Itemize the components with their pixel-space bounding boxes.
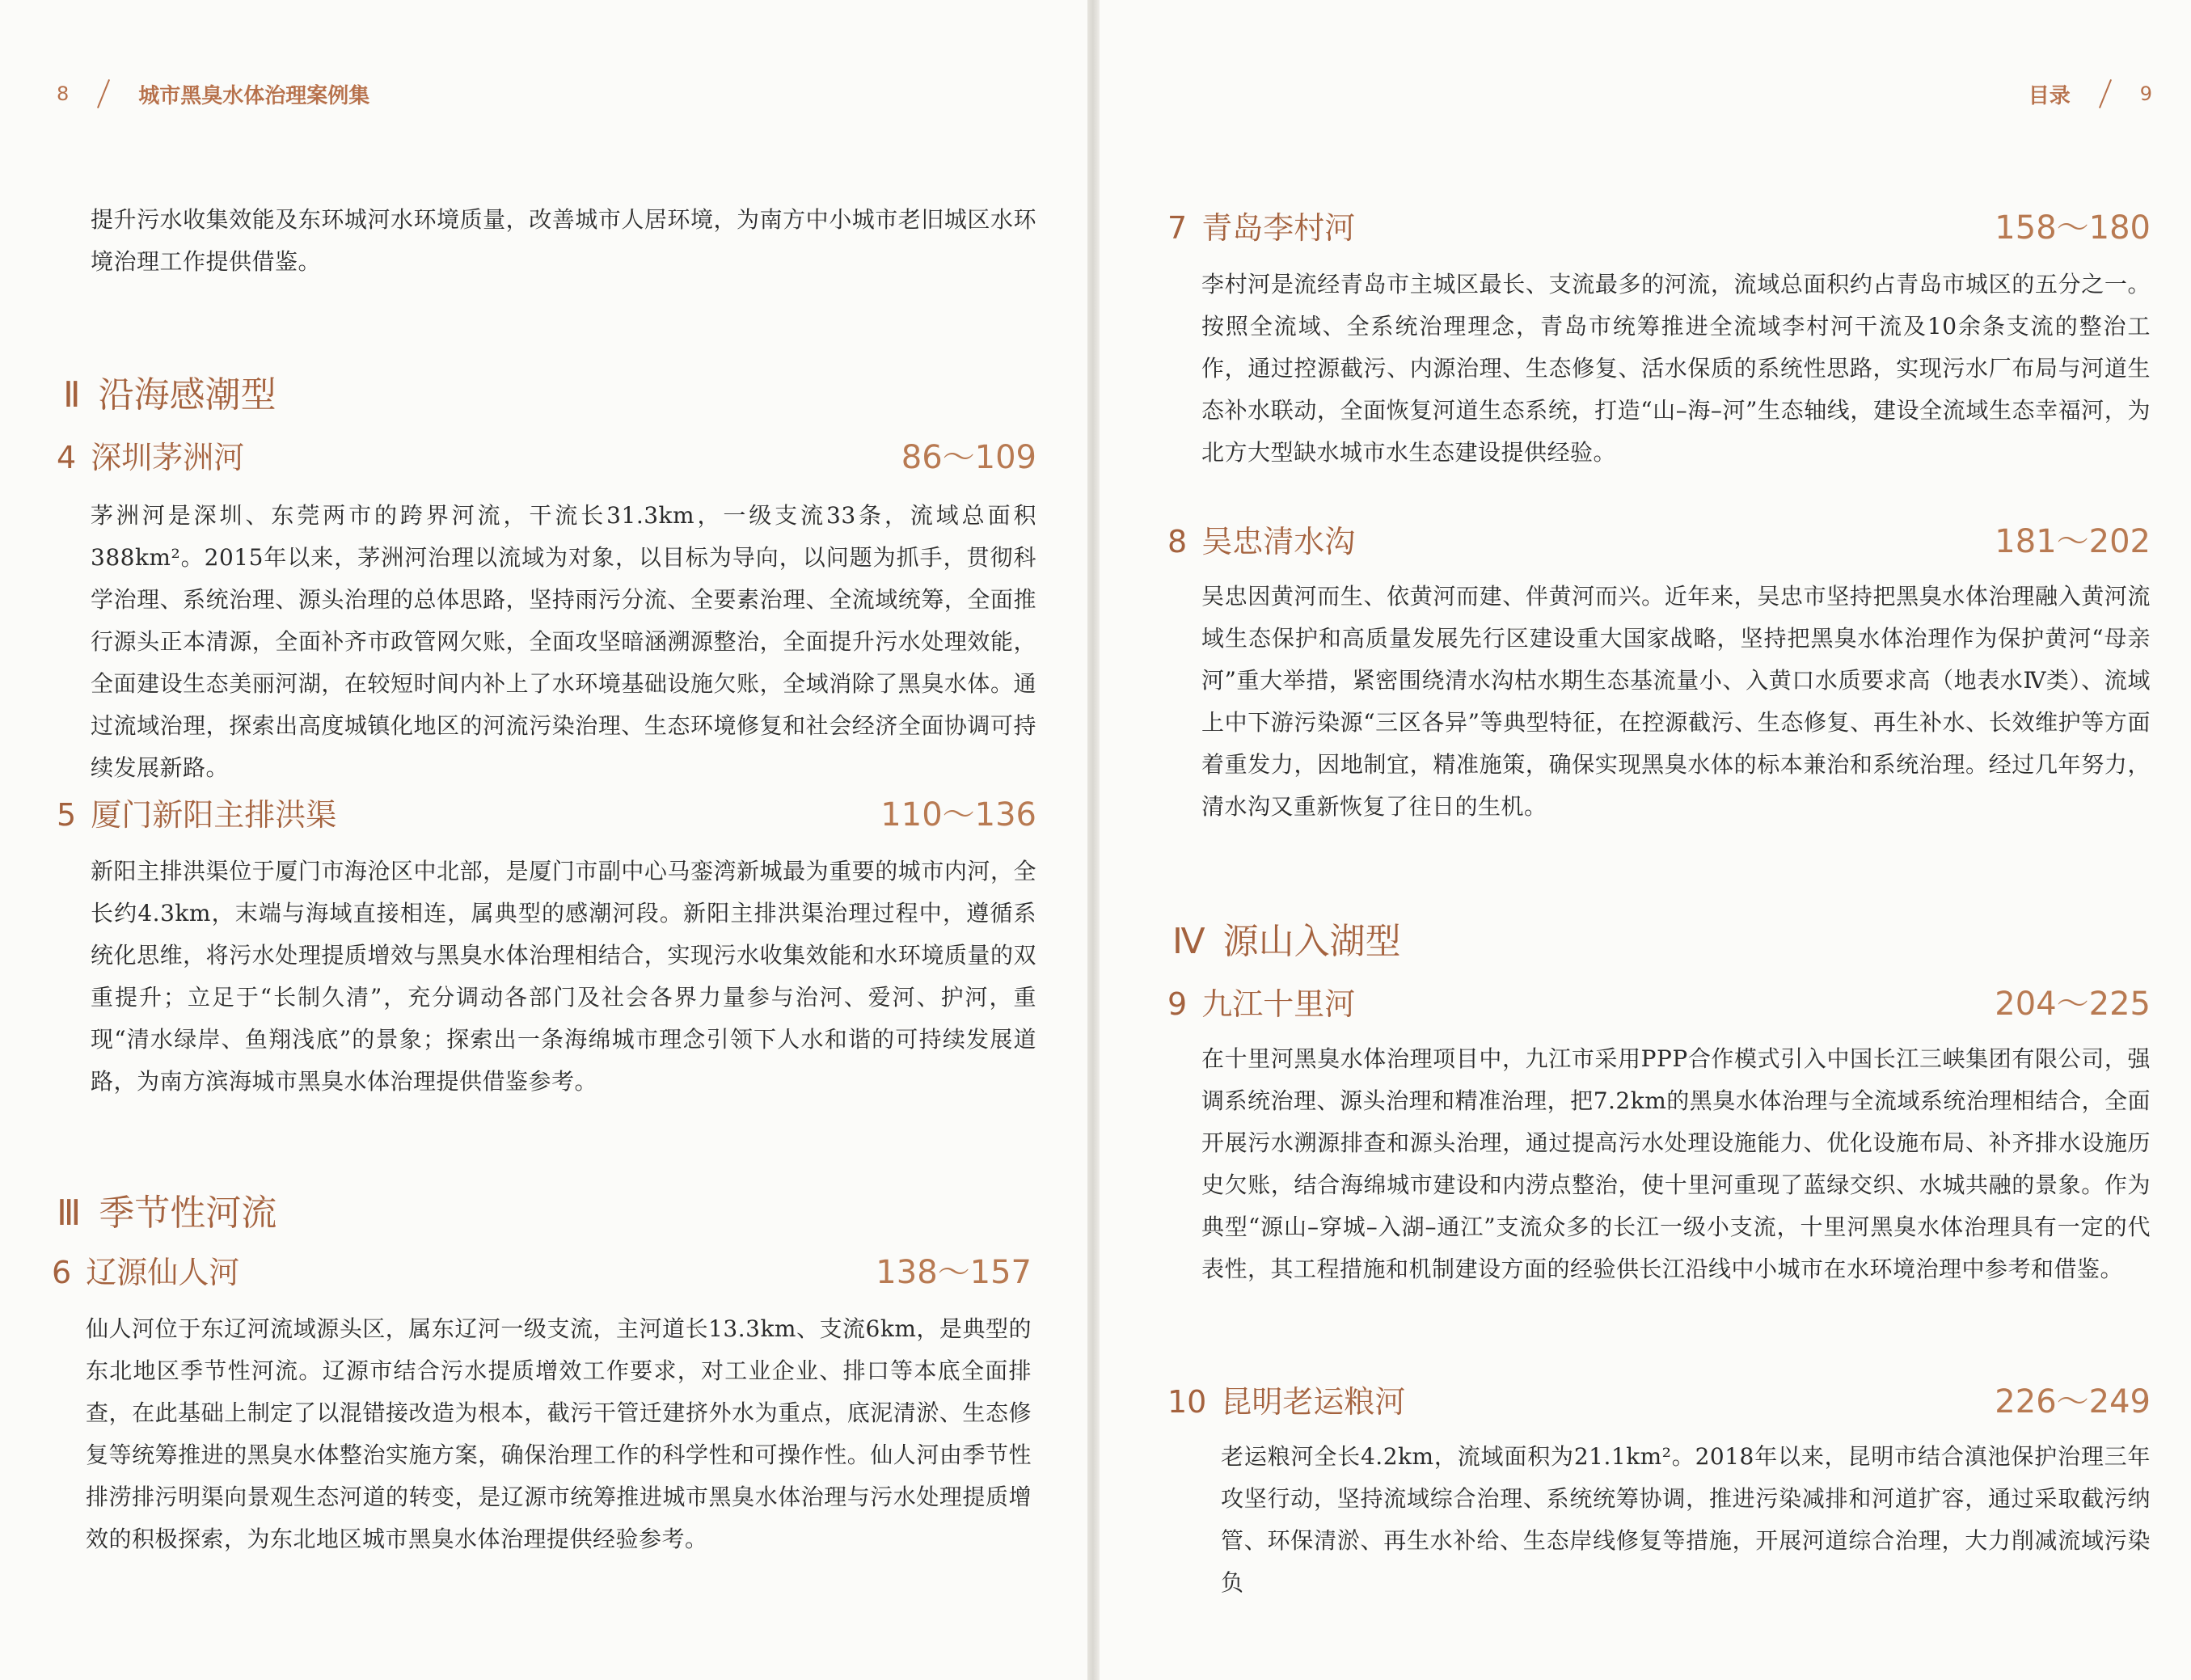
header-divider	[2099, 79, 2112, 108]
case-description-7: 李村河是流经青岛市主城区最长、支流最多的河流，流域总面积约占青岛市城区的五分之一。按照全流域、全系统治理理念，青岛市统筹推进全流域李村河干流及10余条支流的整治工作，通过控源截污、内源治理、生态修复、活水保质的系统性思路，实现污水厂布局与河道生态补水联动，全面恢复河道生态系统，打造“山–海–河”生态轴线，建设全流域生态幸福河，为北方大型缺水城市水生态建设提供经验。	[1201, 271, 2151, 466]
case-number: 5	[57, 797, 77, 833]
case-heading-5	[57, 789, 1036, 835]
case-name	[1167, 979, 1355, 1024]
case-description-9: 在十里河黑臭水体治理项目中，九江市采用PPP合作模式引入中国长江三峡集团有限公司，强调系统治理、源头治理和精准治理，把7.2km的黑臭水体治理与全流域系统治理相结合，全面开展污水溯源排查和源头治理，通过提高污水处理设施能力、优化设施布局、补齐排水设施历史欠账，结合海绵城市建设和内涝点整治，使十里河重现了蓝绿交织、水城共融的景象。作为典型“源山–穿城–入湖–通江”支流众多的长江一级小支流，十里河黑臭水体治理具有一定的代表性，其工程措施和机制建设方面的经验供长江沿线中小城市在水环境治理中参考和借鉴。	[1201, 1045, 2151, 1282]
book-spine-gutter	[1087, 0, 1100, 1680]
case-heading-4	[57, 432, 1036, 478]
case-title: 九江十里河	[1201, 986, 1356, 1022]
case-heading-6	[52, 1247, 1032, 1293]
case-title: 厦门新阳主排洪渠	[91, 797, 337, 833]
page-range: 158～180	[1995, 209, 2151, 247]
right-page	[1100, 0, 2191, 1680]
header-divider	[97, 79, 110, 108]
right-page-number: 9	[2139, 82, 2152, 105]
case-name	[57, 790, 336, 834]
section-title: 沿海感潮型	[98, 374, 277, 416]
left-running-header	[57, 74, 369, 113]
case-name	[1167, 203, 1355, 247]
case-heading-8	[1167, 516, 2151, 562]
book-title: 城市黑臭水体治理案例集	[138, 83, 370, 108]
case-name	[52, 1247, 239, 1292]
case-description-8: 吴忠因黄河而生、依黄河而建、伴黄河而兴。近年来，吴忠市坚持把黑臭水体治理融入黄河流域生态保护和高质量发展先行区建设重大国家战略，坚持把黑臭水体治理作为保护黄河“母亲河”重大举措，紧密围绕清水沟枯水期生态基流量小、入黄口水质要求高（地表水Ⅳ类）、流域上中下游污染源“三区各异”等典型特征，在控源截污、生态修复、再生补水、长效维护等方面着重发力，因地制宜，精准施策，确保实现黑臭水体的标本兼治和系统治理。经过几年努力，清水沟又重新恢复了往日的生机。	[1201, 583, 2151, 820]
section-title: 源山入湖型	[1222, 921, 1401, 962]
section-heading-4	[1172, 912, 1401, 964]
page-range: 226～249	[1995, 1383, 2151, 1420]
left-page	[0, 0, 1087, 1680]
case-description-4: 茅洲河是深圳、东莞两市的跨界河流，干流长31.3km，一级支流33条，流域总面积388km²。2015年以来，茅洲河治理以流域为对象，以目标为导向，以问题为抓手，贯彻科学治理、系统治理、源头治理的总体思路，坚持雨污分流、全要素治理、全流域统筹，全面推行源头正本清源，全面补齐市政管网欠账，全面攻坚暗涵溯源整治，全面提升污水处理效能，全面建设生态美丽河湖，在较短时间内补上了水环境基础设施欠账，全域消除了黑臭水体。通过流域治理，探索出高度城镇化地区的河流污染治理、生态环境修复和社会经济全面协调可持续发展新路。	[91, 502, 1036, 781]
case-number: 6	[52, 1255, 72, 1290]
section-roman-numeral: Ⅱ	[63, 374, 81, 416]
case-title: 青岛李村河	[1201, 210, 1356, 246]
case-description-10: 老运粮河全长4.2km，流域面积为21.1km²。2018年以来，昆明市结合滇池保护治理三年攻坚行动，坚持流域综合治理、系统统筹协调，推进污染减排和河道扩容，通过采取截污纳管、环保清淤、再生水补给、生态岸线修复等措施，开展河道综合治理，大力削减流域污染负	[1221, 1443, 2151, 1596]
section-heading-2	[63, 365, 277, 417]
page-range: 138～157	[876, 1254, 1032, 1291]
case-name	[57, 433, 244, 477]
case-heading-10	[1167, 1376, 2151, 1422]
case-name	[1167, 1377, 1405, 1421]
case-name	[1167, 517, 1355, 561]
case-title: 深圳茅洲河	[91, 440, 245, 475]
case-title: 辽源仙人河	[86, 1255, 240, 1290]
case-number: 8	[1167, 524, 1188, 559]
section-label: 目录	[2028, 83, 2071, 108]
case-title: 昆明老运粮河	[1221, 1384, 1406, 1420]
case-description-6: 仙人河位于东辽河流域源头区，属东辽河一级支流，主河道长13.3km、支流6km，是典型的东北地区季节性河流。辽源市结合污水提质增效工作要求，对工业企业、排口等本底全面排查，在此基础上制定了以混错接改造为根本，截污干管迁建挤外水为重点，底泥清淤、生态修复等统筹推进的黑臭水体整治实施方案，确保治理工作的科学性和可操作性。仙人河由季节性排涝排污明渠向景观生态河道的转变，是辽源市统筹推进城市黑臭水体治理与污水处理提质增效的积极探索，为东北地区城市黑臭水体治理提供经验参考。	[86, 1315, 1032, 1552]
section-roman-numeral: Ⅲ	[57, 1192, 82, 1234]
intro-paragraph: 提升污水收集效能及东环城河水环境质量，改善城市人居环境，为南方中小城市老旧城区水环境治理工作提供借鉴。	[91, 206, 1036, 275]
page-range: 110～136	[880, 796, 1036, 834]
case-heading-7	[1167, 202, 2151, 248]
left-page-number: 8	[57, 82, 70, 105]
case-heading-9	[1167, 978, 2151, 1024]
case-number: 7	[1167, 210, 1188, 246]
case-description-5: 新阳主排洪渠位于厦门市海沧区中北部，是厦门市副中心马銮湾新城最为重要的城市内河，全长约4.3km，末端与海域直接相连，属典型的感潮河段。新阳主排洪渠治理过程中，遵循系统化思维，将污水处理提质增效与黑臭水体治理相结合，实现污水收集效能和水环境质量的双重提升；立足于“长制久清”，充分调动各部门及社会各界力量参与治河、爱河、护河，重现“清水绿岸、鱼翔浅底”的景象；探索出一条海绵城市理念引领下人水和谐的可持续发展道路，为南方滨海城市黑臭水体治理提供借鉴参考。	[91, 858, 1036, 1095]
section-heading-3	[57, 1184, 277, 1235]
case-number: 9	[1167, 986, 1188, 1022]
case-number: 10	[1167, 1384, 1207, 1420]
page-range: 204～225	[1995, 986, 2151, 1023]
right-running-header	[2028, 74, 2152, 113]
case-number: 4	[57, 440, 77, 475]
page-range: 86～109	[901, 439, 1036, 476]
page-range: 181～202	[1995, 523, 2151, 560]
case-title: 吴忠清水沟	[1201, 524, 1356, 559]
section-roman-numeral: Ⅳ	[1172, 921, 1205, 962]
section-title: 季节性河流	[99, 1192, 277, 1234]
